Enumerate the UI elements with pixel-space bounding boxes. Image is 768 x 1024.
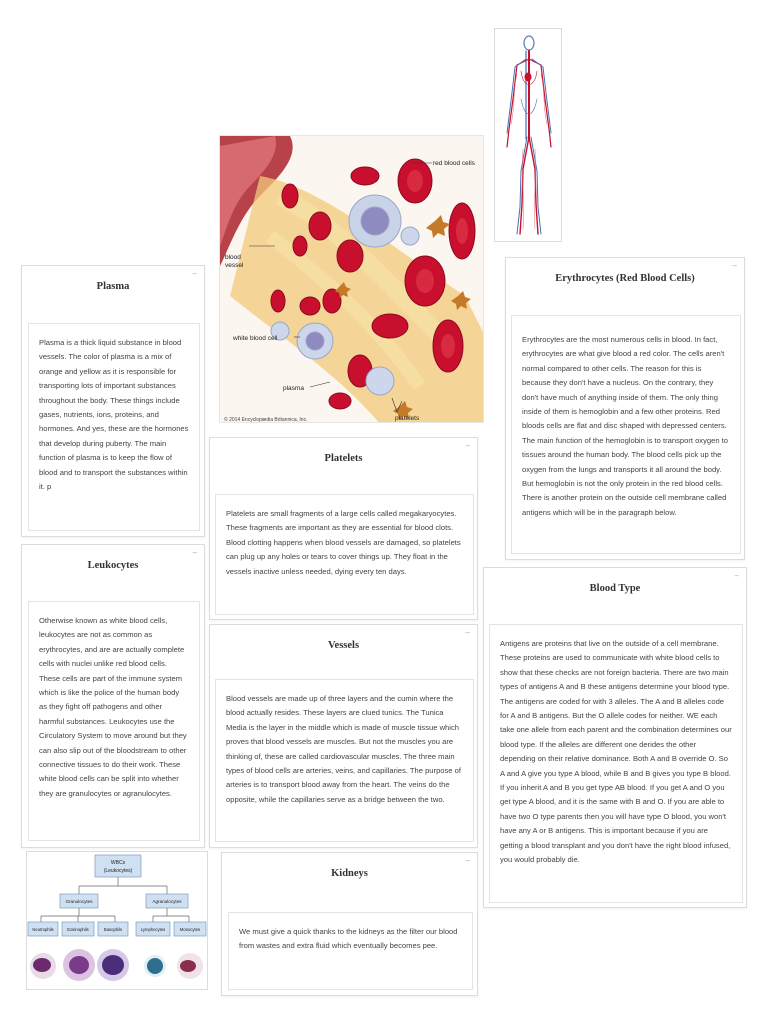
wbc-tree-svg (27, 852, 208, 990)
collapse-icon[interactable]: – (732, 261, 737, 270)
plasma-card (21, 265, 205, 537)
collapse-icon[interactable]: – (192, 548, 197, 557)
copyright-text: © 2014 Encyclopædia Britannica, Inc. (224, 417, 308, 423)
label-blood: blood (225, 254, 241, 261)
label-white-blood-cell: white blood cell (233, 335, 278, 342)
circulatory-figure-svg (495, 29, 562, 242)
collapse-icon[interactable]: – (465, 628, 470, 637)
tree-lymphocytes: Lymphocytes (140, 927, 166, 932)
erythrocytes-title: Erythrocytes (Red Blood Cells) (555, 273, 695, 284)
vessels-card (209, 624, 478, 848)
leukocytes-body: Otherwise known as white blood cells, leukocytes are not as common as erythrocytes, and are are actually complete cells with nuclei unlike red blood cells. These cells are part of the immune system which is like the police of the human body as they fight off pathogens and other harmful substances. Leukocytes use the Circulatory System to move around but they can also slip out of the bloodstream to other connective tissues to do their work. These white blood cells can be split into whether they are granulocytes or agranulocytes. (28, 601, 200, 841)
tree-neutrophils: Neutrophils (32, 927, 54, 932)
collapse-icon[interactable]: – (734, 571, 739, 580)
plasma-body: Plasma is a thick liquid substance in blood vessels. The color of plasma is a mix of orange and yellow as it is responsible for transporting lots of important substances throughout the body. These things include gases, nutrients, ions, proteins, and hormones. And yes, these are the hormones that develop during puberty. The main function of plasma is to keep the flow of blood and to transport the substances within it. p (28, 323, 200, 531)
cell-micrographs (30, 949, 203, 981)
label-vessel: vessel (225, 262, 244, 269)
tree-root-line2: (Leukocytes) (103, 868, 133, 874)
collapse-icon[interactable]: – (465, 856, 470, 865)
platelets-body: Platelets are small fragments of a large cells called megakaryocytes. These fragments are important as they are essential for blood clots. Blood clotting happens when blood vessels are damaged, so platelets can plug up any holes or tears to cover things up. They float in the vessels inactive unless needed, dying every ten days. (215, 494, 474, 615)
tree-monocytes: Monocytes (179, 927, 201, 932)
plasma-title: Plasma (96, 281, 130, 292)
platelets-title: Platelets (324, 453, 363, 464)
label-platelets: platelets (395, 415, 420, 422)
tree-eosinophils: Eosinophils (67, 927, 89, 932)
kidneys-card (221, 852, 478, 996)
leukocytes-title: Leukocytes (87, 560, 139, 571)
erythrocytes-body: Erythrocytes are the most numerous cells in blood. In fact, erythrocytes are what give blood a red color. The cells aren't normal compared to other cells. The reason for this is because they don't have a nucleus. On the contrary, they don't have much of anything inside of them. The only thing inside of them is hemoglobin and a few other proteins. Red bloods cells are flat and disc shaped with depressed centers. The main function of the hemoglobin is to transport oxygen to tissues around the human body. The blood cells pick up the oxygen from the lungs and transports it all around the body. But hemoglobin is not the only protein in the red blood cells. There is another protein on the outside cell membrane called antigens which will be in the paragraph below. (511, 315, 741, 554)
collapse-icon[interactable]: – (465, 441, 470, 450)
blood-type-body: Antigens are proteins that live on the outside of a cell membrane. These proteins are used to communicate with white blood cells to show that these checks are not foreign bacteria. There are two main types of antigens A and B these antigens determine your blood type. The antigens are coded for with 3 alleles. The A and B alleles code for A and B antigens. But the O allele codes for neither. WE each take one allele from each parent and the combination determines our blood type. If the alleles are different one derides the other depending on their relative dominance. Both A and B override O. So A and A give you type A blood, while B and B gives you type B blood. If you inherit A and B you get type AB blood. If you get A and O you get type A blood, and it is the same with B and O. If you are able to have two O type parents then you will have type O blood, you won't have any A or B antigens. This is important because if you are getting a blood transplant and you don't have the right blood infused, you would probably die. (489, 624, 743, 903)
leukocytes-card (21, 544, 205, 848)
blood-type-card (483, 567, 747, 908)
erythrocytes-card (505, 257, 745, 560)
label-red-blood-cells: red blood cells (433, 160, 475, 167)
kidneys-body: We must give a quick thanks to the kidneys as the filter our blood from wastes and extra fluid which eventually becomes pee. (228, 912, 473, 990)
platelets-card (209, 437, 478, 620)
collapse-icon[interactable]: – (192, 269, 197, 278)
blood-illustration-svg (220, 136, 484, 423)
blood-composition-image (219, 135, 484, 423)
vessels-body: Blood vessels are made up of three layers and the cumin where the blood actually resides. These layers are clued tunics. The Tunica Media is the layer in the middle which is made of muscle tissue which proves that blood vessels are muscles. But not the muscles you are thinking of, these are called cardiovascular muscles. The three main types of blood cells are arteries, veins, and capillaries. The purpose of arteries is to transport blood away from the heart. The veins do the opposite, while the capillaries serve as a bridge between the two. (215, 679, 474, 842)
kidneys-title: Kidneys (331, 868, 368, 879)
tree-root-line1: WBCs (110, 860, 126, 866)
circulatory-system-image (494, 28, 562, 242)
wbc-tree-image (26, 851, 208, 990)
heart-shape (525, 73, 532, 82)
blood-type-title: Blood Type (589, 583, 641, 594)
tree-granulocytes: Granulocytes (65, 899, 93, 904)
vessels-title: Vessels (327, 640, 360, 651)
tree-basophils: Basophils (103, 927, 123, 932)
tree-agranulocytes: Agranulocytes (152, 899, 182, 904)
label-plasma: plasma (283, 385, 304, 392)
